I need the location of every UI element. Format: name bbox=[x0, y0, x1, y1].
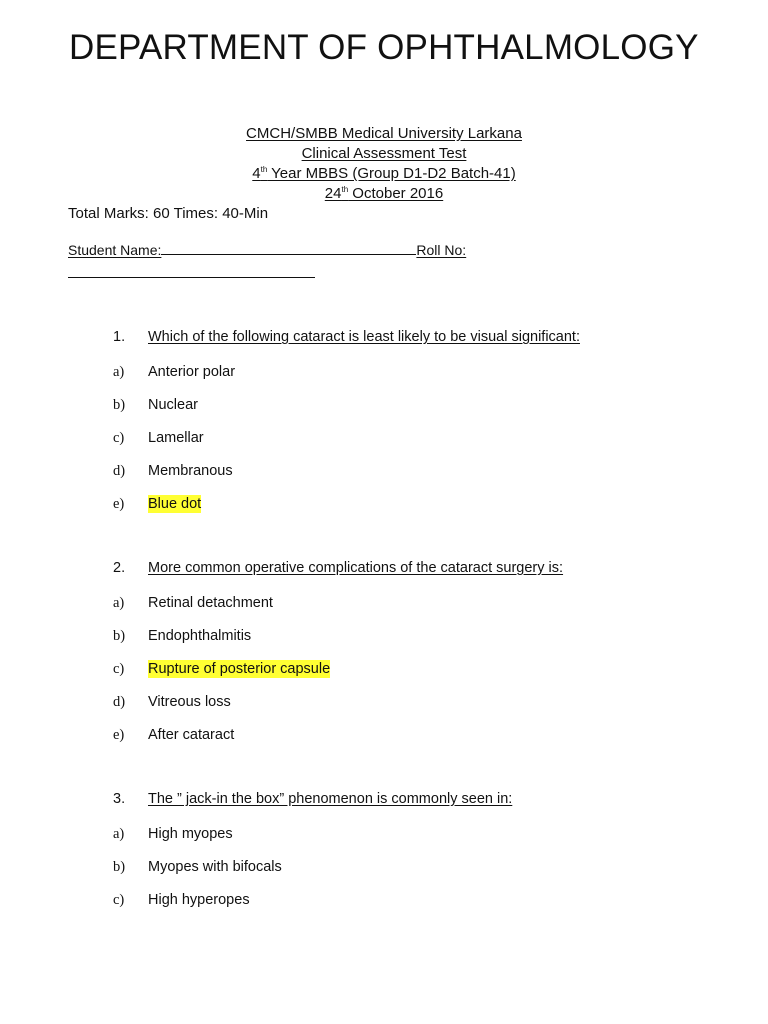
university-line bbox=[0, 124, 768, 144]
question-text: The ” jack-in the box” phenomenon is commonly seen in: bbox=[148, 791, 513, 807]
question-number: 1. bbox=[113, 329, 126, 345]
option-letter: b) bbox=[113, 397, 126, 413]
option-text: Anterior polar bbox=[148, 364, 236, 380]
option-3a bbox=[113, 824, 233, 844]
option-text: Lamellar bbox=[148, 430, 204, 446]
question-text: Which of the following cataract is least likely to be visual significant: bbox=[148, 329, 580, 345]
option-text: High hyperopes bbox=[148, 892, 250, 908]
department-title: DEPARTMENT OF OPHTHALMOLOGY bbox=[69, 28, 699, 67]
option-2b bbox=[113, 626, 251, 646]
date-line bbox=[0, 184, 768, 204]
option-text: Nuclear bbox=[148, 397, 198, 413]
option-1b bbox=[113, 395, 198, 415]
question-2 bbox=[113, 560, 563, 576]
option-letter: c) bbox=[113, 661, 125, 677]
year-superscript: th bbox=[260, 165, 268, 174]
year-prefix: 4 bbox=[252, 165, 261, 182]
option-text: Myopes with bifocals bbox=[148, 859, 282, 875]
student-info-row bbox=[68, 242, 708, 258]
student-name-blank[interactable] bbox=[161, 254, 416, 255]
option-letter: c) bbox=[113, 892, 125, 908]
option-2d bbox=[113, 692, 231, 712]
option-letter: d) bbox=[113, 463, 126, 479]
question-number: 2. bbox=[113, 560, 126, 576]
option-text: Membranous bbox=[148, 463, 233, 479]
roll-no-blank[interactable] bbox=[68, 276, 315, 278]
option-letter: a) bbox=[113, 826, 125, 842]
option-letter: b) bbox=[113, 628, 126, 644]
option-letter: e) bbox=[113, 727, 125, 743]
option-text-highlighted: Rupture of posterior capsule bbox=[148, 661, 331, 677]
option-letter: a) bbox=[113, 595, 125, 611]
date-day: 24 bbox=[324, 185, 342, 202]
question-number: 3. bbox=[113, 791, 126, 807]
option-1a bbox=[113, 362, 235, 382]
roll-no-label: Roll No: bbox=[416, 242, 467, 258]
test-name: Clinical Assessment Test bbox=[301, 145, 467, 162]
option-text: After cataract bbox=[148, 727, 235, 743]
option-2c bbox=[113, 659, 330, 679]
option-3c bbox=[113, 890, 250, 910]
option-text: Retinal detachment bbox=[148, 595, 273, 611]
question-text: More common operative complications of the cataract surgery is: bbox=[148, 560, 564, 576]
option-2a bbox=[113, 593, 273, 613]
option-text: High myopes bbox=[148, 826, 233, 842]
option-letter: c) bbox=[113, 430, 125, 446]
option-1e bbox=[113, 494, 201, 514]
option-letter: e) bbox=[113, 496, 125, 512]
option-2e bbox=[113, 725, 234, 745]
year-line bbox=[0, 164, 768, 184]
option-3b bbox=[113, 857, 282, 877]
option-1c bbox=[113, 428, 204, 448]
question-3 bbox=[113, 791, 512, 807]
question-1 bbox=[113, 329, 580, 345]
student-name-label: Student Name: bbox=[68, 242, 162, 258]
option-1d bbox=[113, 461, 233, 481]
option-text-highlighted: Blue dot bbox=[148, 496, 202, 512]
date-text bbox=[325, 185, 443, 202]
test-name-line bbox=[0, 144, 768, 164]
option-text: Vitreous loss bbox=[148, 694, 231, 710]
exam-header-block bbox=[0, 124, 768, 204]
total-marks-time: Total Marks: 60 Times: 40-Min bbox=[68, 205, 269, 222]
year-rest: Year MBBS (Group D1-D2 Batch-41) bbox=[267, 165, 516, 182]
year-text bbox=[252, 165, 515, 182]
date-superscript: th bbox=[341, 185, 349, 194]
option-letter: a) bbox=[113, 364, 125, 380]
option-letter: b) bbox=[113, 859, 126, 875]
option-letter: d) bbox=[113, 694, 126, 710]
date-rest: October 2016 bbox=[348, 185, 444, 202]
option-text: Endophthalmitis bbox=[148, 628, 252, 644]
university-name: CMCH/SMBB Medical University Larkana bbox=[246, 125, 522, 142]
